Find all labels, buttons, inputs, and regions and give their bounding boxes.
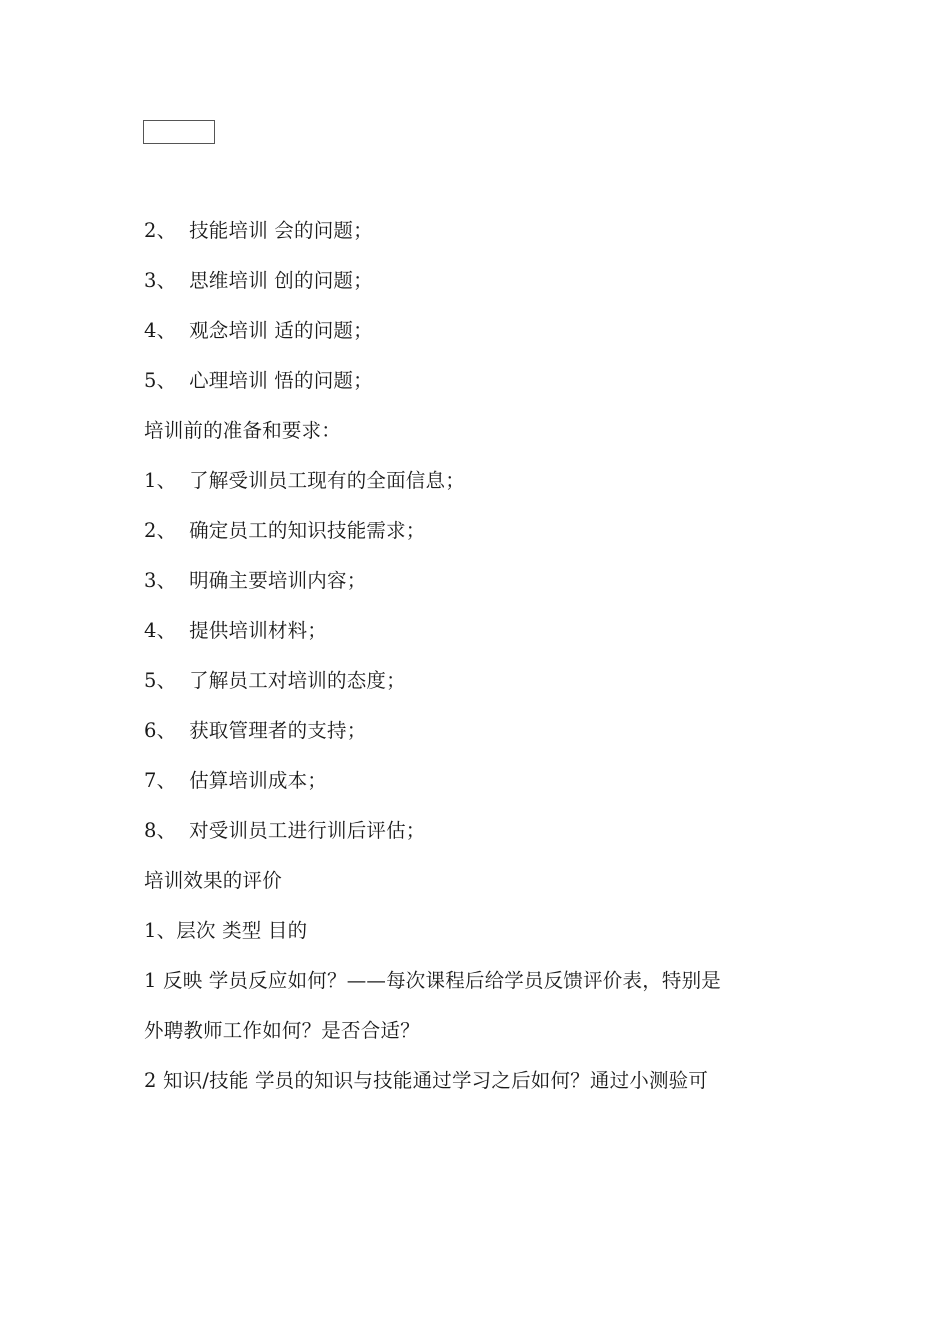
document-body (144, 212, 824, 1112)
text-line: 1、层次 类型 目的 (144, 919, 308, 942)
text-line: 5、 了解员工对培训的态度； (144, 669, 406, 692)
text-line: 4、 观念培训 适的问题； (144, 319, 373, 342)
text-line: 1、 了解受训员工现有的全面信息； (144, 469, 465, 492)
text-line: 5、 心理培训 悟的问题； (144, 369, 373, 392)
text-line: 8、 对受训员工进行训后评估； (144, 819, 426, 842)
text-line: 6、 获取管理者的支持； (144, 719, 367, 742)
text-line: 3、 明确主要培训内容； (144, 569, 367, 592)
text-line: 2、 确定员工的知识技能需求； (144, 519, 426, 542)
section-heading: 培训前的准备和要求： (144, 419, 342, 442)
text-line: 4、 提供培训材料； (144, 619, 328, 642)
text-line: 外聘教师工作如何？是否合适？ (144, 1019, 420, 1042)
text-line: 2、 技能培训 会的问题； (144, 219, 373, 242)
text-line: 3、 思维培训 创的问题； (144, 269, 373, 292)
text-line: 1 反映 学员反应如何？——每次课程后给学员反馈评价表，特别是 (144, 969, 722, 992)
empty-box (143, 120, 215, 144)
text-line: 7、 估算培训成本； (144, 769, 328, 792)
text-line: 2 知识/技能 学员的知识与技能通过学习之后如何？通过小测验可 (144, 1069, 709, 1092)
section-heading: 培训效果的评价 (144, 869, 282, 892)
